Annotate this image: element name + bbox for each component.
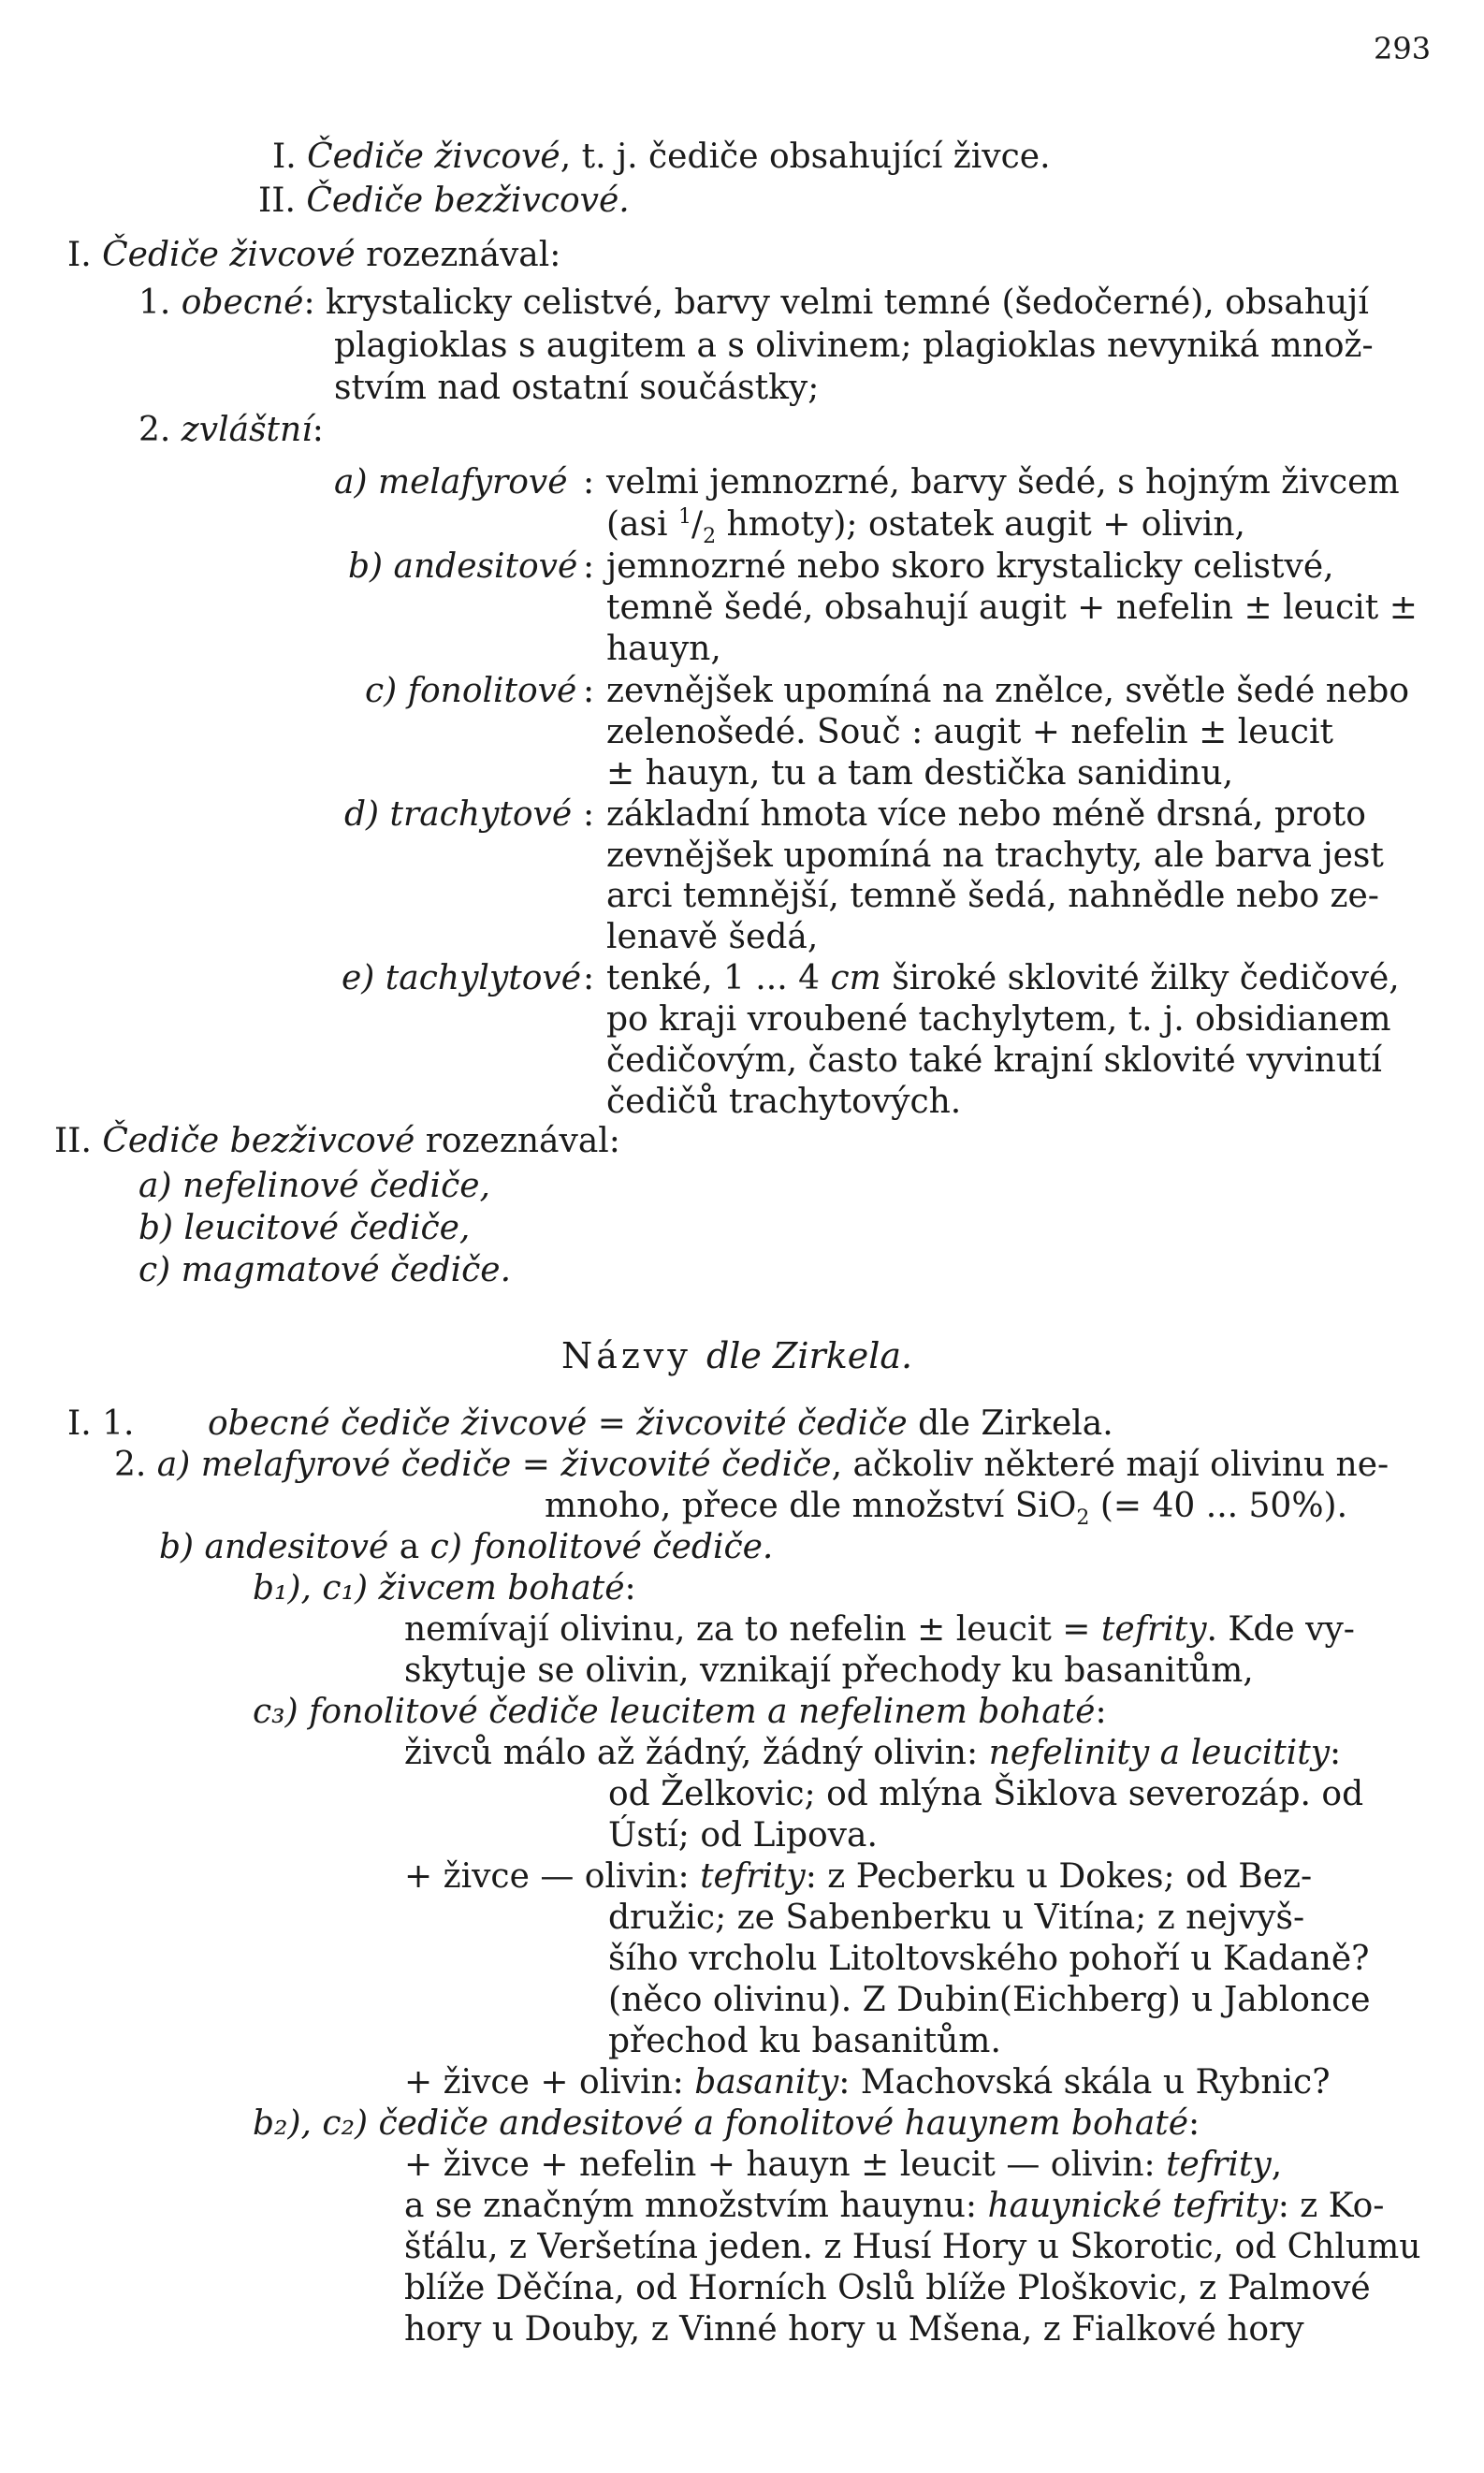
fonolitove-text-2: zelenošedé. Souč : augit + nefelin ± leucit bbox=[606, 713, 1333, 751]
z18-em: čediče andesitové a fonolitové hauynem bohaté bbox=[378, 2104, 1189, 2143]
zirkel-line-11: Ústí; od Lipova. bbox=[608, 1816, 878, 1855]
z8-pre: c₃) bbox=[253, 1693, 310, 1731]
z9-pre: živců málo až žádný, žádný olivin: bbox=[404, 1734, 989, 1772]
tachylytove-pre: tenké, 1 ... 4 bbox=[606, 959, 831, 997]
zirkel-line-23: hory u Douby, z Vinné hory u Mšena, z Fialkové hory bbox=[404, 2310, 1304, 2349]
z12-pre: + živce — olivin: bbox=[404, 1857, 701, 1896]
zirkel-line-1 bbox=[208, 1404, 1113, 1443]
z19-em: tefrity bbox=[1166, 2146, 1272, 2184]
zirkel-num-1: I. 1. bbox=[67, 1404, 135, 1443]
z9-em: nefelinity a leucitity bbox=[988, 1734, 1331, 1772]
tachylytove-text-2: po kraji vroubené tachylytem, t. j. obsidianem bbox=[606, 1000, 1391, 1039]
page-number: 293 bbox=[1374, 31, 1432, 66]
s2-rest: rozeznával: bbox=[415, 1122, 620, 1160]
zirkel-line-12 bbox=[404, 1857, 1313, 1896]
zvlastni-num: 2. bbox=[138, 411, 182, 449]
z17-em: basanity bbox=[694, 2063, 839, 2102]
zirkel-line-10: od Želkovic; od mlýna Šiklova severozáp. od bbox=[608, 1775, 1364, 1813]
z5-em: živcem bohaté bbox=[378, 1569, 625, 1607]
zirkel-line-20 bbox=[404, 2189, 1384, 2223]
section-caption bbox=[561, 1335, 913, 1376]
tachylytove-label: e) tachylytové bbox=[342, 959, 582, 997]
z12-post: : z Pecberku u Dokes; od Bez- bbox=[805, 1857, 1313, 1896]
zirkel-line-17 bbox=[404, 2063, 1331, 2102]
intro-line-2 bbox=[258, 184, 630, 218]
s1-prefix: I. bbox=[67, 236, 103, 274]
frac-numerator: 1 bbox=[677, 505, 691, 529]
s1-em: Čediče živcové bbox=[102, 236, 356, 274]
zirkel-line-15: (něco olivinu). Z Dubin(Eichberg) u Jablonce bbox=[608, 1981, 1371, 2019]
s2-em: Čediče bezživcové bbox=[102, 1122, 415, 1160]
melafyrove-colon: : bbox=[583, 463, 595, 502]
zirkel-line-7: skytuje se olivin, vznikají přechody ku basanitům, bbox=[404, 1651, 1254, 1690]
zirkel-line-6 bbox=[404, 1610, 1355, 1649]
trachytove-text-2: zevnějšek upomíná na trachyty, ale barva jest bbox=[606, 836, 1384, 875]
intro-1-prefix: I. bbox=[272, 138, 308, 176]
section2-heading bbox=[54, 1122, 620, 1160]
caption-em: dle Zirkela. bbox=[706, 1335, 913, 1376]
fonolitove-text-3: ± hauyn, tu a tam destička sanidinu, bbox=[606, 754, 1234, 793]
z18-post: : bbox=[1188, 2104, 1200, 2143]
z19-pre: + živce + nefelin + hauyn ± leucit — olivin: bbox=[404, 2146, 1167, 2184]
andesitove-text-3: hauyn, bbox=[606, 630, 721, 668]
andesitove-text-1: jemnozrné nebo skoro krystalicky celistvé, bbox=[606, 547, 1334, 586]
z2-em1: a) melafyrové čediče bbox=[156, 1446, 512, 1484]
z1-eq: = bbox=[587, 1404, 637, 1443]
intro-1-rest: , t. j. čediče obsahující živce. bbox=[560, 138, 1051, 176]
intro-line-1 bbox=[272, 140, 1051, 174]
intro-2-em: Čediče bezživcové. bbox=[306, 182, 630, 220]
zirkel-line-22: blíže Děčína, od Horních Oslů blíže Ploškovic, z Palmové bbox=[404, 2269, 1371, 2307]
zirkel-line-19 bbox=[404, 2148, 1282, 2182]
z1-rest: dle Zirkela. bbox=[907, 1404, 1113, 1443]
melafyrove-hmoty: hmoty); ostatek augit + olivin, bbox=[726, 505, 1245, 544]
zirkel-line-4 bbox=[159, 1528, 774, 1566]
z20-post: : z Ko- bbox=[1277, 2187, 1385, 2225]
fonolitove-label: c) fonolitové bbox=[365, 672, 577, 710]
section2-item-a: a) nefelinové čediče, bbox=[138, 1167, 490, 1205]
tachylytove-unit: cm bbox=[830, 959, 881, 997]
z17-post: : Machovská skála u Rybnic? bbox=[838, 2063, 1331, 2102]
z4-mid: a bbox=[388, 1528, 430, 1566]
z19-post: , bbox=[1271, 2146, 1283, 2184]
zirkel-line-2 bbox=[114, 1448, 1389, 1482]
fonolitove-colon: : bbox=[583, 672, 595, 710]
zirkel-line-16: přechod ku basanitům. bbox=[608, 2022, 1001, 2060]
melafyrove-asi: (asi bbox=[606, 505, 678, 544]
frac-denominator: 2 bbox=[703, 525, 717, 549]
trachytove-text-4: lenavě šedá, bbox=[606, 918, 819, 956]
obecne-text-1: : krystalicky celistvé, barvy velmi temné (šedočerné), obsahují bbox=[303, 284, 1369, 322]
obecne-line-2: plagioklas s augitem a s olivinem; plagioklas nevyniká množ- bbox=[334, 327, 1374, 365]
z6-em: tefrity bbox=[1100, 1610, 1207, 1649]
zirkel-line-9 bbox=[404, 1734, 1342, 1772]
trachytove-text-3: arci temnější, temně šedá, nahnědle nebo ze- bbox=[606, 877, 1379, 915]
section2-item-b: b) leucitové čediče, bbox=[138, 1209, 471, 1247]
z2-eq: = bbox=[511, 1446, 561, 1484]
z8-em: fonolitové čediče leucitem a nefelinem bohaté bbox=[309, 1693, 1096, 1731]
zirkel-line-21: šťálu, z Veršetína jeden. z Husí Hory u Skorotic, od Chlumu bbox=[404, 2228, 1421, 2266]
z20-em: hauynické tefrity bbox=[987, 2187, 1278, 2225]
s2-prefix: II. bbox=[54, 1122, 103, 1160]
trachytove-colon: : bbox=[583, 795, 595, 834]
z18-pre: b₂), c₂) bbox=[253, 2104, 379, 2143]
s1-rest: rozeznával: bbox=[355, 236, 561, 274]
section1-heading bbox=[67, 236, 561, 274]
z9-post: : bbox=[1330, 1734, 1342, 1772]
fonolitove-text-1: zevnějšek upomíná na znělce, světle šedé nebo bbox=[606, 672, 1409, 710]
zirkel-line-5 bbox=[253, 1569, 636, 1607]
z6-post: . Kde vy- bbox=[1206, 1610, 1355, 1649]
z2-em2: živcovité čediče bbox=[560, 1446, 832, 1484]
obecne-label: obecné bbox=[181, 284, 304, 322]
trachytove-text-1: základní hmota více nebo méně drsná, proto bbox=[606, 795, 1366, 834]
zvlastni-label: zvláštní bbox=[181, 411, 313, 449]
z2-rest: , ačkoliv některé mají olivinu ne- bbox=[831, 1446, 1389, 1484]
z20-pre: a se značným množstvím hauynu: bbox=[404, 2187, 988, 2225]
tachylytove-text-4: čedičů trachytových. bbox=[606, 1083, 962, 1121]
melafyrove-text-2: (asi $^1/_2$ hmoty); ostatek augit + olivin, bbox=[606, 505, 1245, 549]
zvlastni-colon: : bbox=[312, 411, 324, 449]
z5-pre: b₁), c₁) bbox=[253, 1569, 379, 1607]
z4-em2: c) fonolitové čediče. bbox=[429, 1528, 774, 1566]
tachylytove-text-1 bbox=[606, 959, 1400, 997]
z3-pre: mnoho, přece dle množství SiO bbox=[545, 1487, 1077, 1525]
section2-item-c: c) magmatové čediče. bbox=[138, 1251, 512, 1289]
tachylytove-colon: : bbox=[583, 959, 595, 997]
obecne-line-1 bbox=[138, 286, 1369, 320]
caption-plain: Názvy bbox=[561, 1335, 706, 1376]
andesitove-label: b) andesitové bbox=[348, 547, 578, 586]
melafyrove-text-1: velmi jemnozrné, barvy šedé, s hojným živcem bbox=[606, 463, 1400, 502]
z3-post: (= 40 ... 50%). bbox=[1089, 1487, 1348, 1525]
z12-em: tefrity bbox=[700, 1857, 806, 1896]
z1-em1: obecné čediče živcové bbox=[208, 1404, 588, 1443]
melafyrove-label: a) melafyrové bbox=[334, 463, 568, 502]
zirkel-line-14: šího vrcholu Litoltovského pohoří u Kadaně? bbox=[608, 1940, 1370, 1978]
intro-1-em: Čediče živcové bbox=[307, 138, 560, 176]
trachytove-label: d) trachytové bbox=[344, 795, 573, 834]
tachylytove-text-3: čedičovým, často také krajní sklovité vyvinutí bbox=[606, 1041, 1382, 1080]
zirkel-line-18 bbox=[253, 2104, 1200, 2143]
andesitove-text-2: temně šedé, obsahují augit + nefelin ± leucit ± bbox=[606, 589, 1418, 627]
z4-em1: b) andesitové bbox=[159, 1528, 389, 1566]
z8-post: : bbox=[1095, 1693, 1107, 1731]
z2-num: 2. bbox=[114, 1446, 157, 1484]
andesitove-colon: : bbox=[583, 547, 595, 586]
z3-sub: 2 bbox=[1076, 1506, 1090, 1531]
intro-2-prefix: II. bbox=[258, 182, 307, 220]
zirkel-line-13: družic; ze Sabenberku u Vitína; z nejvyš- bbox=[608, 1898, 1305, 1937]
obecne-line-3: stvím nad ostatní součástky; bbox=[334, 369, 820, 407]
zirkel-line-3 bbox=[545, 1487, 1348, 1531]
zvlastni-line bbox=[138, 411, 324, 449]
z17-pre: + živce + olivin: bbox=[404, 2063, 695, 2102]
z1-em2: živcovité čediče bbox=[636, 1404, 908, 1443]
zirkel-line-8 bbox=[253, 1695, 1107, 1729]
obecne-num: 1. bbox=[138, 284, 182, 322]
z5-post: : bbox=[624, 1569, 636, 1607]
z6-pre: nemívají olivinu, za to nefelin ± leucit = bbox=[404, 1610, 1101, 1649]
tachylytove-post: široké sklovité žilky čedičové, bbox=[880, 959, 1400, 997]
